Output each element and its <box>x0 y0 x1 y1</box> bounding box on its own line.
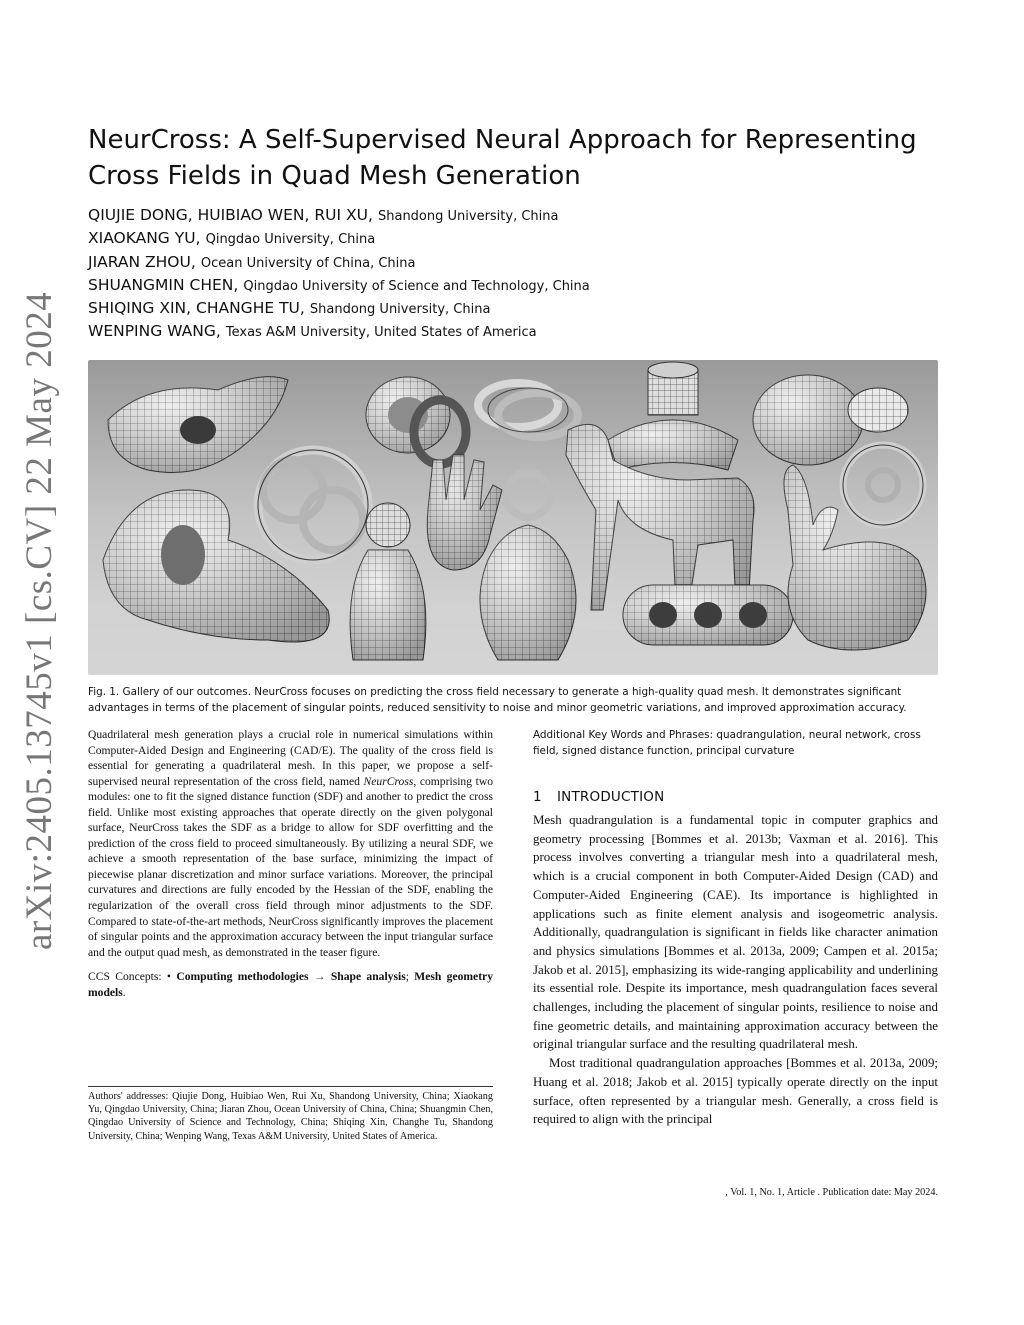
author-affiliation: Texas A&M University, United States of America <box>225 325 537 341</box>
author-affiliation: Shandong University, China <box>309 302 491 318</box>
abstract-text-start: Quadrilateral mesh generation plays a crucial role in numerical simulations within Computer-Aided Design and Engineering (CAD/E). The quality of the cross field is essential for generating a quadrilateral mesh. In this paper, we propose a self-supervised neural representation of the cross field, named <box>88 728 493 788</box>
author-line <box>88 275 948 298</box>
abstract-text-rest: , comprising two modules: one to fit the signed distance function (SDF) and another to predict the cross field. Unlike most existing approaches that operate directly on the given polygonal surface, NeurCross takes the SDF as a bridge to allow for SDF overfitting and the prediction of the cross field to proceed simultaneously. By utilizing a neural SDF, we achieve a smooth representation of the base surface, minimizing the impact of piecewise planar discretization and minor surface variations. Moreover, the principal curvatures and directions are fully encoded by the Hessian of the SDF, enabling the regularization of the overall cross field through minor adjustments to the SDF. Compared to state-of-the-art methods, NeurCross significantly improves the placement of singular points and the approximation accuracy between the input triangular surface and the output quad mesh, as demonstrated in the teaser figure. <box>88 774 493 959</box>
ccs-separator: ; <box>405 970 415 984</box>
author-names: QIUJIE DONG, HUIBIAO WEN, RUI XU, <box>88 206 373 224</box>
author-line <box>88 321 948 344</box>
author-line <box>88 298 948 321</box>
publication-footer: , Vol. 1, No. 1, Article . Publication date: May 2024. <box>725 1187 938 1198</box>
author-names: WENPING WANG, <box>88 322 221 341</box>
author-names: XIAOKANG YU, <box>88 229 201 248</box>
section-heading <box>533 789 938 805</box>
author-list <box>88 205 948 345</box>
figure-caption <box>88 684 940 716</box>
ccs-arrow: → <box>308 970 331 984</box>
author-line <box>88 205 948 228</box>
abstract-column <box>88 727 493 1000</box>
abstract-paragraph <box>88 727 493 960</box>
section-title: INTRODUCTION <box>557 789 665 805</box>
author-affiliation: Qingdao University, China <box>205 232 376 248</box>
mesh-model-three-hole-block <box>623 585 793 645</box>
author-names: SHUANGMIN CHEN, <box>88 275 239 294</box>
author-affiliation: Qingdao University of Science and Technology, China <box>243 278 590 294</box>
author-names: JIARAN ZHOU, <box>88 252 196 271</box>
ccs-concept: Mesh geometry models <box>88 970 494 999</box>
section-number: 1 <box>533 789 542 805</box>
authors-addresses-footnote: Authors' addresses: Qiujie Dong, Huibiao Wen, Rui Xu, Shandong University, China; Xiaokang Yu, Qingdao University, China; Jiaran Zhou, Ocean University of China, China; Shuangmin Chen, Qingdao University of Science and Technology, China; Shiqing Xin, Changhe Tu, Shandong University, China; Wenping Wang, Texas A&M University, United States of America. <box>88 1091 493 1142</box>
intro-paragraph: Mesh quadrangulation is a fundamental topic in computer graphics and geometry processing [Bommes et al. 2013b; Vaxman et al. 2016]. This process involves converting a triangular mesh into a quadrilateral mesh, which is a crucial component in both Computer-Aided Design (CAD) and Computer-Aided Engineering (CAE). Its importance is highlighted in applications such as finite element analysis and isogeometric analysis. Additionally, quadrangulation is significant in fields like character animation and physics simulations [Bommes et al. 2013a, 2009; Campen et al. 2015a; Jakob et al. 2015], emphasizing its wide-ranging applicability and underlining its essential role. Despite its importance, mesh quadrangulation faces several challenges, including the placement of singular points, resilience to noise and fine geometric details, and maintaining approximation accuracy between the original triangular surface and the resulting quadrilateral mesh. <box>533 813 938 1052</box>
ccs-concepts <box>88 969 493 1000</box>
author-affiliation: Ocean University of China, China <box>200 255 416 271</box>
introduction-column <box>533 727 938 1129</box>
ccs-label: CCS Concepts: • <box>88 970 177 984</box>
paper-title: NeurCross: A Self-Supervised Neural Approach for Representing Cross Fields in Quad Mesh Generation <box>88 125 917 191</box>
author-affiliation: Shandong University, China <box>377 209 559 224</box>
ccs-concept: Shape analysis <box>330 970 406 984</box>
abstract-method-name: NeurCross <box>363 774 414 788</box>
ccs-end: . <box>122 985 126 999</box>
footnote-divider <box>88 1086 493 1087</box>
arxiv-identifier-stamp: arXiv:2405.13745v1 [cs.CV] 22 May 2024 <box>19 291 60 950</box>
figure-caption-text: Gallery of our outcomes. NeurCross focuses on predicting the cross field necessary to generate a high-quality quad mesh. It demonstrates significant advantages in terms of the placement of singular points, reduced sensitivity to noise and minor geometric variations, and improved approximation accuracy. <box>88 686 907 714</box>
figure-caption-label: Fig. 1. <box>88 686 120 698</box>
quad-mesh-gallery-image <box>88 360 938 675</box>
author-line <box>88 228 948 251</box>
additional-keywords: Additional Key Words and Phrases: quadrangulation, neural network, cross field, signed distance function, principal curvature <box>533 729 921 757</box>
intro-paragraph: Most traditional quadrangulation approaches [Bommes et al. 2013a, 2009; Huang et al. 2018; Jakob et al. 2015] typically operate directly on the input surface, often represented by a triangular mesh. Generally, a cross field is required to align with the principal <box>533 1056 938 1127</box>
author-names: SHIQING XIN, CHANGHE TU, <box>88 299 305 318</box>
ccs-concept: Computing methodologies <box>176 970 309 984</box>
teaser-figure <box>88 360 938 675</box>
author-line <box>88 252 948 275</box>
